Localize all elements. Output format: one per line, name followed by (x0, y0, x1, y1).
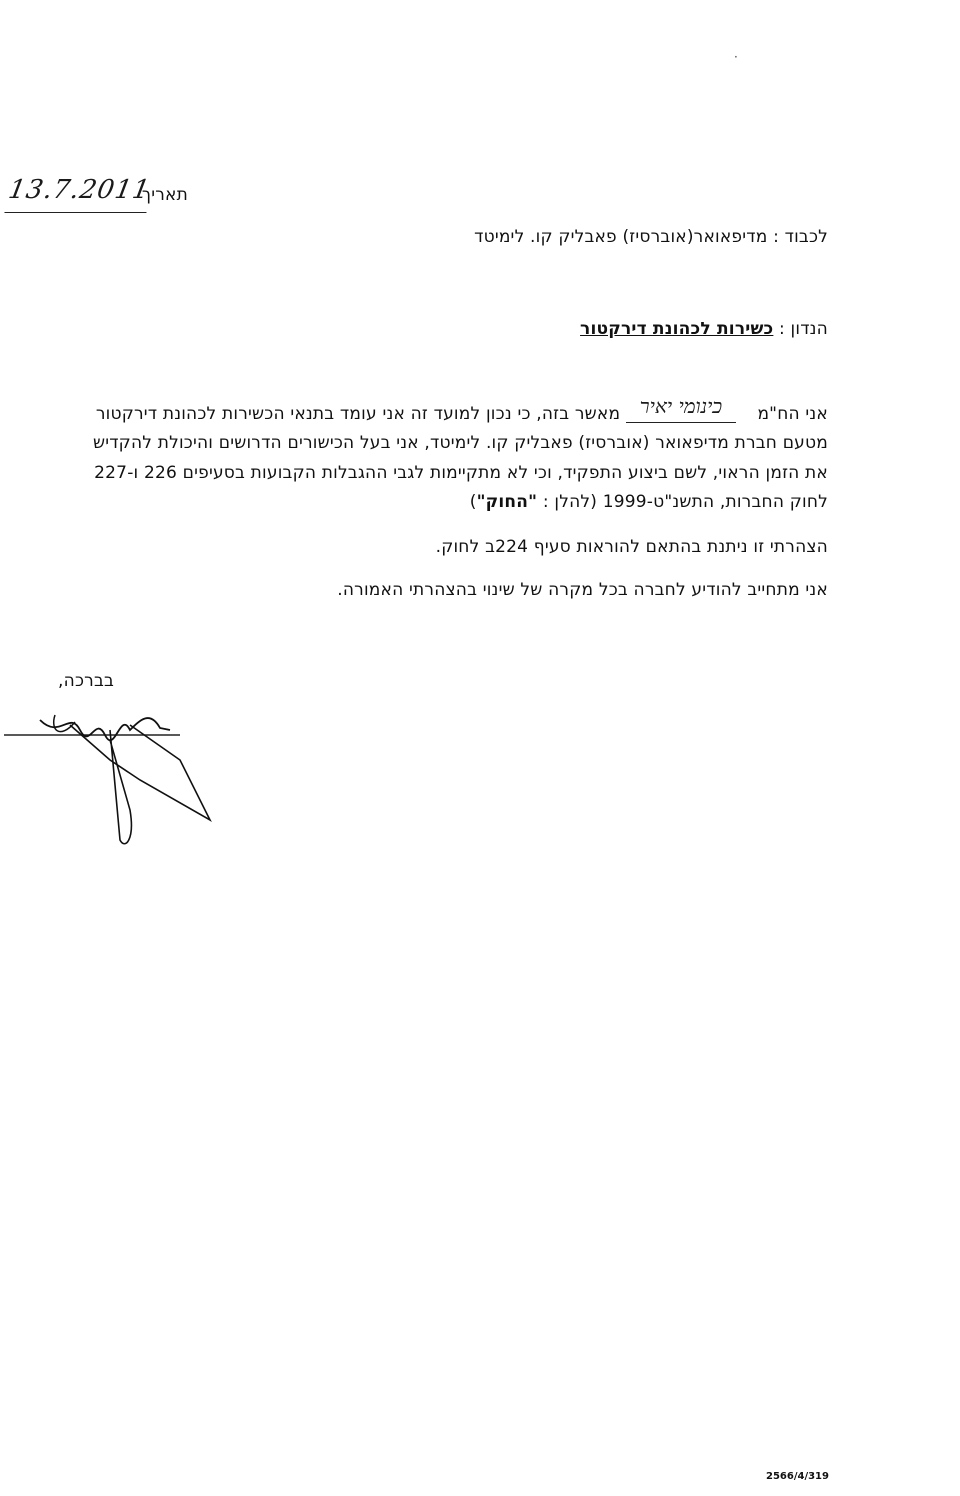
body-line-4-end: ) (469, 492, 477, 512)
body-line-1-start: אני הח"מ (757, 404, 828, 424)
body-line-6: אני מתחייב להודיע לחברה בכל מקרה של שינוי בהצהרתי האמורה. (337, 580, 828, 600)
law-defined-term: "החוק" (476, 492, 538, 512)
closing-greeting: בברכה, (58, 671, 114, 691)
subject-prefix: הנדון : (779, 319, 828, 339)
handwritten-date: 13.7.2011 (4, 172, 153, 213)
body-line-4-start: לחוק החברות, התשנ"ט-1999 (להלן : (537, 492, 828, 512)
body-line-5: הצהרתי זו ניתנת בהתאם להוראות סעיף 224ב לחוק. (435, 537, 828, 557)
body-line-3: את הזמן הראוי, לשם ביצוע התפקיד, וכי לא מתקיימות לגבי ההגבלות הקבועות בסעיפים 226 ו-227 (94, 463, 828, 483)
body-line-1-end: מאשר בזה, כי נכון למועד זה אני עומד בתנאי הכשירות לכהונת דירקטור (95, 404, 621, 424)
body-line-4 (470, 491, 828, 513)
date-label: תאריך (141, 185, 188, 205)
addressee-line: לכבוד : מדיפאואר(אוברסיז) פאבליק קו. לימיטד (474, 227, 828, 247)
signature (0, 700, 240, 850)
document-stamp: 2566/4/319 (766, 1471, 829, 1482)
subject-line (580, 318, 828, 340)
subject-title: כשירות לכהונת דירקטור (580, 319, 774, 339)
handwritten-name: כינומי יאיר (626, 392, 736, 423)
scan-speck: · (734, 50, 738, 64)
body-line-2: מטעם חברת מדיפאואר (אוברסיז) פאבליק קו. לימיטד, אני בעל הכישורים הדרושים והיכולת להקדיש (92, 433, 828, 453)
